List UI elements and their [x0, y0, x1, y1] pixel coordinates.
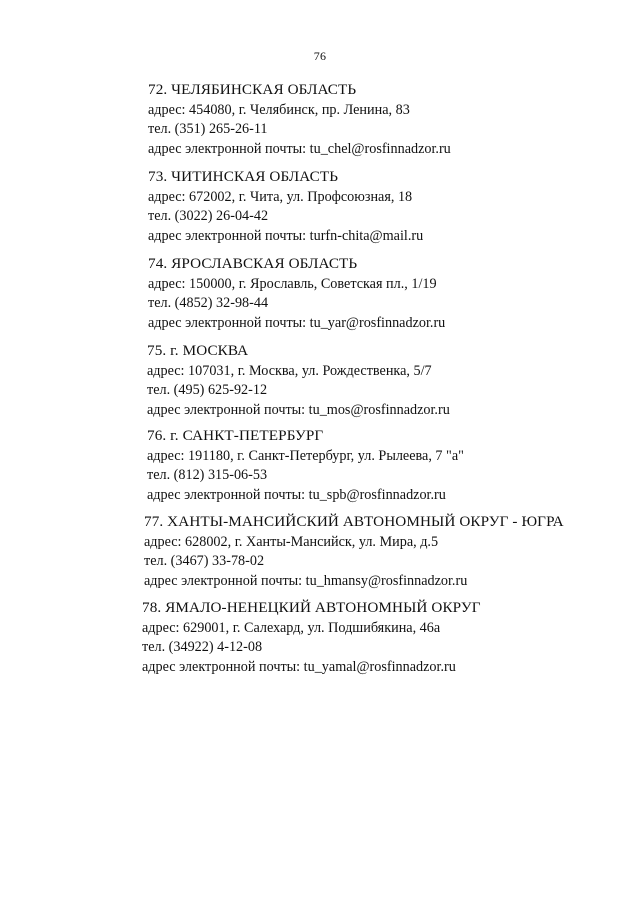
- entry-chelyabinsk: [148, 80, 628, 159]
- entry-phone: тел. (351) 265-26-11: [148, 121, 268, 137]
- entry-phone: тел. (34922) 4-12-08: [142, 639, 263, 655]
- entry-address: адрес: 454080, г. Челябинск, пр. Ленина, 83: [148, 101, 410, 118]
- entry-email: адрес электронной почты: tu_mos@rosfinnadzor.ru: [147, 401, 450, 418]
- entry-heading: 76. г. САНКТ-ПЕТЕРБУРГ: [147, 427, 324, 444]
- entry-address: адрес: 628002, г. Ханты-Мансийск, ул. Мира, д.5: [144, 533, 439, 550]
- entry-chita: [148, 167, 628, 246]
- entry-address: адрес: 191180, г. Санкт-Петербург, ул. Рылеева, 7 "а": [147, 447, 464, 464]
- entry-address: адрес: 629001, г. Салехард, ул. Подшибякина, 46а: [142, 619, 441, 636]
- entry-saint-petersburg: [147, 426, 627, 505]
- entry-heading: 77. ХАНТЫ-МАНСИЙСКИЙ АВТОНОМНЫЙ ОКРУГ - ЮГРА: [144, 513, 564, 530]
- entry-moscow: [147, 341, 627, 420]
- entry-yaroslavl: [148, 254, 628, 333]
- entry-phone: тел. (3022) 26-04-42: [148, 208, 269, 224]
- entry-address: адрес: 107031, г. Москва, ул. Рождественка, 5/7: [147, 362, 432, 379]
- entry-heading: 72. ЧЕЛЯБИНСКАЯ ОБЛАСТЬ: [148, 81, 357, 98]
- entry-yamalo-nenets: [142, 598, 622, 677]
- page-number: 76: [313, 49, 327, 63]
- entry-phone: тел. (3467) 33-78-02: [144, 553, 265, 569]
- entry-email: адрес электронной почты: turfn-chita@mail.ru: [148, 227, 424, 244]
- entry-heading: 73. ЧИТИНСКАЯ ОБЛАСТЬ: [148, 168, 339, 185]
- entry-email: адрес электронной почты: tu_yar@rosfinnadzor.ru: [148, 314, 446, 331]
- entry-email: адрес электронной почты: tu_hmansy@rosfinnadzor.ru: [144, 572, 468, 589]
- entry-khanty-mansi: [144, 512, 624, 591]
- entry-heading: 75. г. МОСКВА: [147, 342, 249, 359]
- entry-email: адрес электронной почты: tu_spb@rosfinnadzor.ru: [147, 486, 446, 503]
- entry-heading: 74. ЯРОСЛАВСКАЯ ОБЛАСТЬ: [148, 255, 358, 272]
- entry-phone: тел. (4852) 32-98-44: [148, 295, 269, 311]
- entry-heading: 78. ЯМАЛО-НЕНЕЦКИЙ АВТОНОМНЫЙ ОКРУГ: [142, 599, 481, 616]
- entry-phone: тел. (812) 315-06-53: [147, 467, 268, 483]
- entry-address: адрес: 150000, г. Ярославль, Советская пл., 1/19: [148, 275, 437, 292]
- entry-email: адрес электронной почты: tu_chel@rosfinnadzor.ru: [148, 140, 451, 157]
- entry-email: адрес электронной почты: tu_yamal@rosfinnadzor.ru: [142, 658, 456, 675]
- entry-phone: тел. (495) 625-92-12: [147, 382, 268, 398]
- entry-address: адрес: 672002, г. Чита, ул. Профсоюзная, 18: [148, 188, 413, 205]
